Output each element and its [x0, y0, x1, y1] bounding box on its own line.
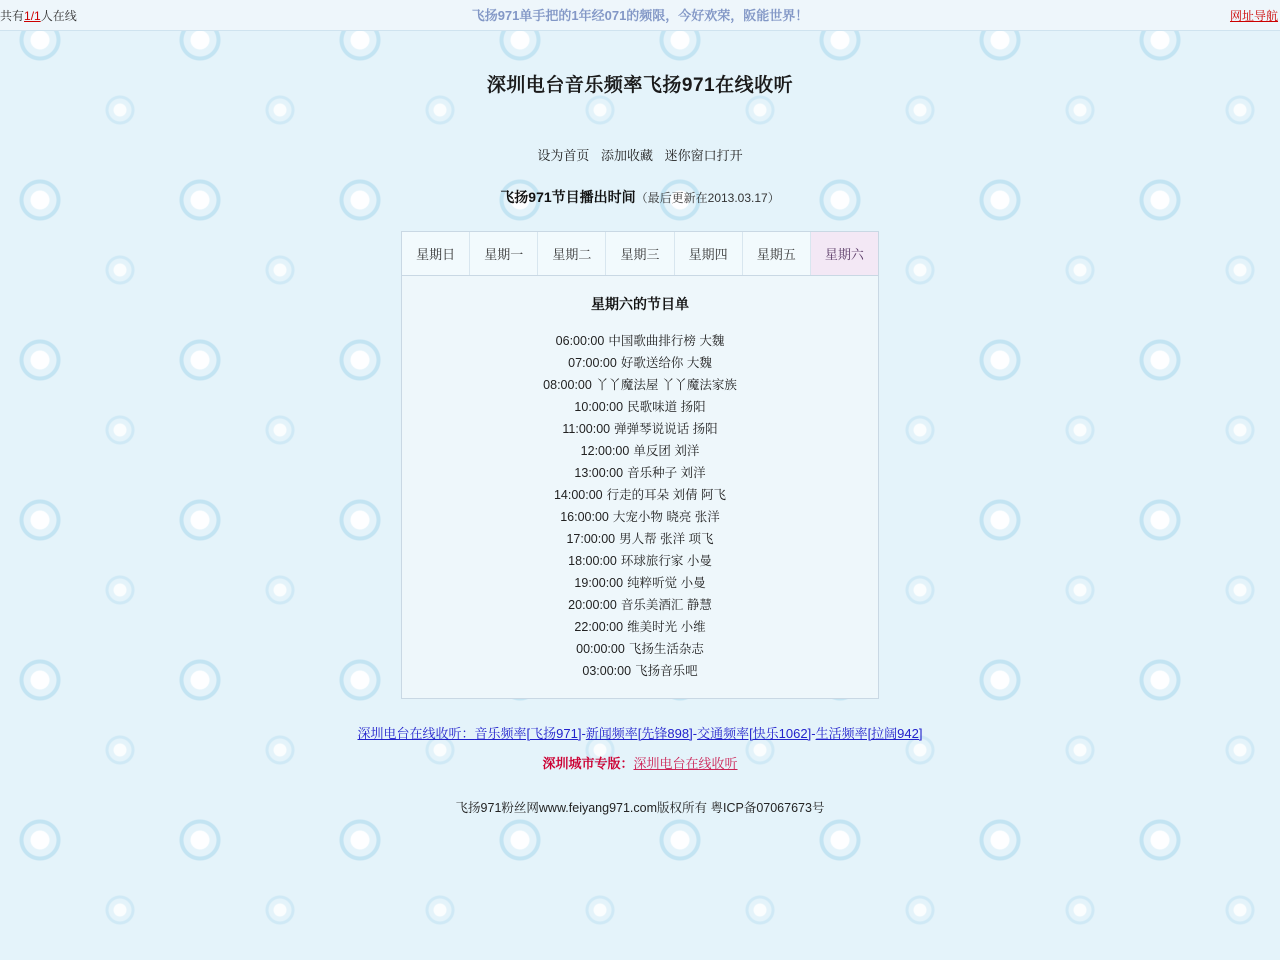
schedule-heading	[0, 187, 1280, 207]
program-time: 14:00:00	[553, 488, 603, 502]
online-prefix: 共有	[0, 9, 25, 23]
list-item	[402, 418, 878, 440]
schedule-updated-label: （最后更新在2013.03.17）	[635, 191, 780, 205]
program-name: 中国歌曲排行榜 大魏	[608, 334, 725, 348]
link-separator: -	[692, 726, 698, 741]
tab-wednesday[interactable]: 星期三	[606, 232, 674, 275]
weekday-tabs	[401, 231, 879, 275]
program-time: 11:00:00	[562, 422, 611, 436]
list-item	[402, 374, 878, 396]
tab-tuesday[interactable]: 星期二	[538, 232, 606, 275]
page-title: 深圳电台音乐频率飞扬971在线收听	[486, 75, 794, 96]
program-name: 男人帮 张洋 项飞	[619, 532, 714, 546]
list-item	[402, 550, 878, 572]
program-time: 07:00:00	[568, 356, 617, 370]
list-item	[402, 572, 878, 594]
station-links-row	[0, 723, 1280, 742]
program-name: 丫丫魔法屋 丫丫魔法家族	[595, 378, 737, 392]
nav-link-container	[1230, 7, 1278, 24]
list-item	[402, 660, 878, 682]
tab-sunday[interactable]: 星期日	[402, 232, 470, 275]
program-name: 弹弹琴说说话 扬阳	[614, 422, 718, 436]
tab-monday[interactable]: 星期一	[470, 232, 538, 275]
program-time: 22:00:00	[574, 620, 624, 634]
online-counter	[0, 7, 77, 24]
link-traffic-frequency[interactable]: 交通频率[快乐1062]	[697, 726, 812, 741]
marquee-text: 飞扬971单手把的1年经071的频限，今好欢荣，阪能世界！	[471, 8, 809, 23]
program-name: 飞扬生活杂志	[628, 642, 704, 656]
online-suffix: 人在线	[40, 9, 77, 23]
list-item	[402, 594, 878, 616]
list-item	[402, 528, 878, 550]
program-time: 08:00:00	[543, 378, 592, 392]
link-separator: -	[811, 726, 816, 741]
tab-saturday[interactable]: 星期六	[811, 232, 878, 275]
list-item	[402, 440, 878, 462]
link-news-frequency[interactable]: 新闻频率[先锋898]	[585, 726, 693, 741]
program-name: 好歌送给你 大魏	[620, 356, 712, 370]
list-item	[402, 396, 878, 418]
city-edition-row	[0, 753, 1280, 772]
program-time: 03:00:00	[582, 664, 632, 678]
program-name: 大宠小物 晓亮 张洋	[612, 510, 720, 524]
mini-window-link[interactable]: 迷你窗口打开	[664, 148, 743, 163]
list-item	[402, 616, 878, 638]
set-homepage-link[interactable]: 设为首页	[537, 148, 590, 163]
program-time: 12:00:00	[580, 444, 630, 458]
program-time: 17:00:00	[566, 532, 616, 546]
top-status-bar	[0, 0, 1280, 31]
program-time: 16:00:00	[560, 510, 609, 524]
list-item	[402, 352, 878, 374]
schedule-heading-label: 飞扬971节目播出时间	[500, 189, 636, 205]
station-links-prefix[interactable]: 深圳电台在线收听：	[357, 726, 475, 741]
program-list	[402, 330, 878, 682]
program-name: 音乐种子 刘洋	[627, 466, 706, 480]
page-content	[0, 30, 1280, 816]
program-time: 10:00:00	[574, 400, 624, 414]
program-time: 19:00:00	[574, 576, 624, 590]
program-time: 06:00:00	[555, 334, 605, 348]
link-separator: -	[581, 726, 586, 741]
list-item	[402, 484, 878, 506]
online-count-link[interactable]: 1/1	[24, 9, 41, 23]
program-time: 20:00:00	[568, 598, 617, 612]
copyright-text: 飞扬971粉丝网www.feiyang971.com版权所有 粤ICP备07067673号	[455, 801, 825, 815]
link-life-frequency[interactable]: 生活频率[拉阔942]	[815, 726, 923, 741]
program-name: 纯粹听觉 小曼	[627, 576, 706, 590]
city-edition-link[interactable]: 深圳电台在线收听	[633, 756, 738, 771]
program-time: 00:00:00	[576, 642, 625, 656]
program-name: 民歌味道 扬阳	[627, 400, 706, 414]
tab-thursday[interactable]: 星期四	[675, 232, 743, 275]
program-name: 环球旅行家 小曼	[620, 554, 712, 568]
list-item	[402, 638, 878, 660]
tab-friday[interactable]: 星期五	[743, 232, 811, 275]
site-nav-link[interactable]: 网址导航	[1229, 9, 1278, 23]
program-time: 18:00:00	[568, 554, 617, 568]
program-name: 飞扬音乐吧	[635, 664, 698, 678]
program-panel	[401, 275, 879, 699]
link-music-frequency[interactable]: 音乐频率[飞扬971]	[474, 726, 582, 741]
program-time: 13:00:00	[574, 466, 624, 480]
list-item	[402, 330, 878, 352]
program-name: 音乐美酒汇 静慧	[620, 598, 712, 612]
program-panel-title: 星期六的节目单	[591, 296, 689, 312]
city-edition-label: 深圳城市专版：	[542, 756, 634, 771]
program-name: 行走的耳朵 刘倩 阿飞	[606, 488, 727, 502]
list-item	[402, 462, 878, 484]
program-name: 单反团 刘洋	[633, 444, 700, 458]
list-item	[402, 506, 878, 528]
add-favorite-link[interactable]: 添加收藏	[600, 148, 653, 163]
quick-links	[0, 145, 1280, 164]
program-name: 维美时光 小维	[627, 620, 706, 634]
